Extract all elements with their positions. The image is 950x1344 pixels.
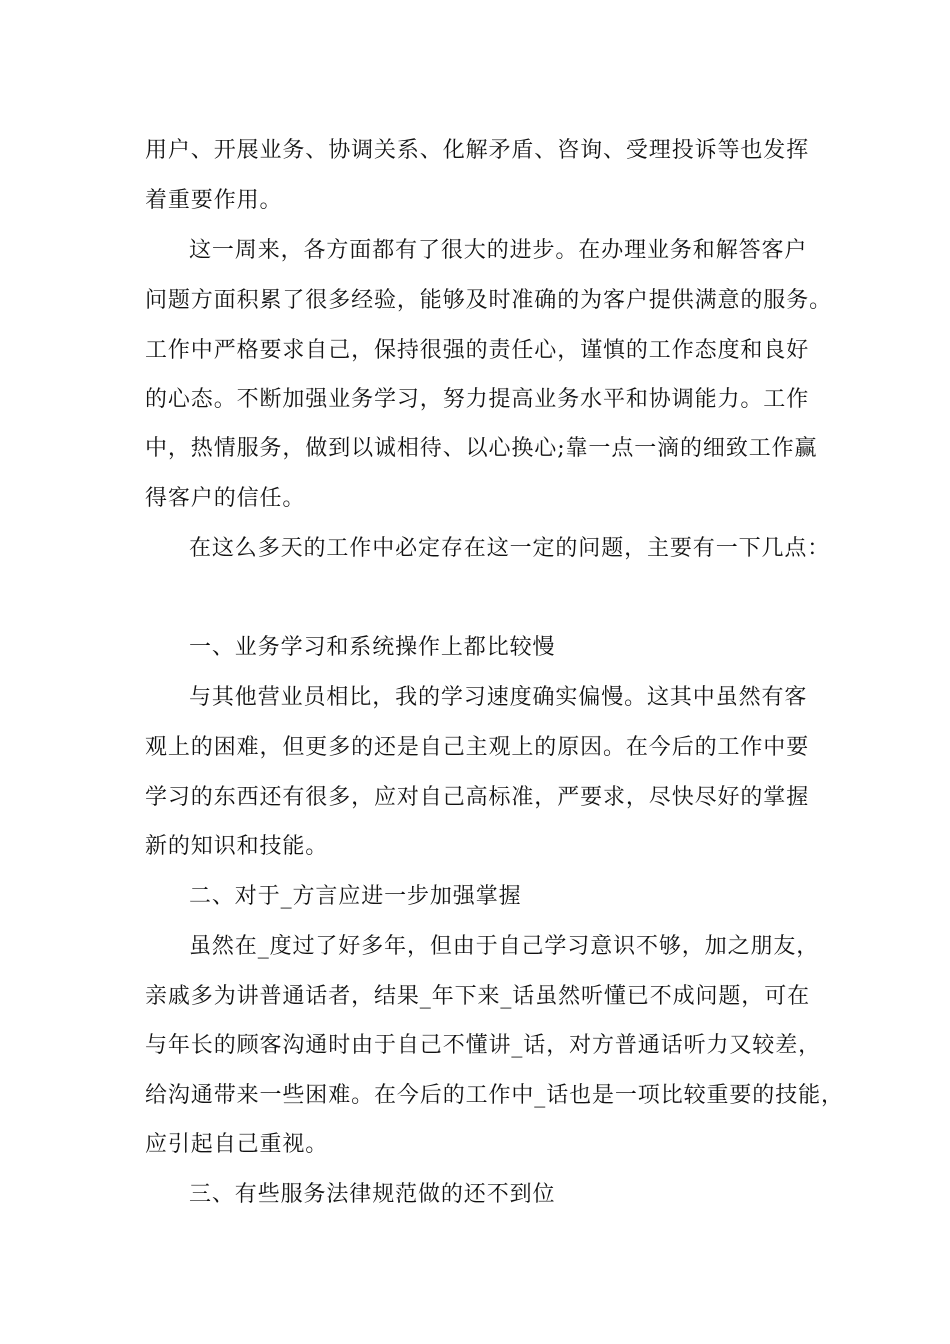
paragraph-line-8: 得客户的信任。 — [145, 486, 306, 511]
paragraph-line-9: 在这么多天的工作中必定存在这一定的问题，主要有一下几点： — [189, 536, 831, 561]
paragraph-line-1: 用户、开展业务、协调关系、化解矛盾、咨询、受理投诉等也发挥 — [145, 138, 810, 163]
paragraph-line-10: 与其他营业员相比，我的学习速度确实偏慢。这其中虽然有客 — [189, 685, 808, 710]
paragraph-line-15: 亲戚多为讲普通话者，结果_年下来_话虽然听懂已不成问题，可在 — [145, 984, 811, 1009]
paragraph-line-5: 工作中严格要求自己，保持很强的责任心，谨慎的工作态度和良好 — [145, 338, 810, 363]
paragraph-line-3: 这一周来，各方面都有了很大的进步。在办理业务和解答客户 — [189, 238, 808, 263]
paragraph-line-16: 与年长的顾客沟通时由于自己不懂讲_话，对方普通话听力又较差， — [145, 1033, 822, 1058]
paragraph-line-2: 着重要作用。 — [145, 188, 283, 213]
paragraph-line-18: 应引起自己重视。 — [145, 1132, 329, 1157]
paragraph-line-4: 问题方面积累了很多经验，能够及时准确的为客户提供满意的服务。 — [145, 288, 833, 313]
paragraph-line-11: 观上的困难，但更多的还是自己主观上的原因。在今后的工作中要 — [145, 735, 810, 760]
section-heading-3: 三、有些服务法律规范做的还不到位 — [189, 1182, 556, 1207]
paragraph-line-14: 虽然在_度过了好多年，但由于自己学习意识不够，加之朋友， — [189, 934, 820, 959]
paragraph-line-12: 学习的东西还有很多，应对自己高标准，严要求，尽快尽好的掌握 — [145, 785, 810, 810]
section-heading-2: 二、对于_方言应进一步加强掌握 — [189, 884, 522, 909]
paragraph-line-13: 新的知识和技能。 — [145, 834, 329, 859]
paragraph-line-6: 的心态。不断加强业务学习，努力提高业务水平和协调能力。工作 — [145, 387, 810, 412]
paragraph-line-7: 中，热情服务，做到以诚相待、以心换心;靠一点一滴的细致工作赢 — [145, 436, 818, 461]
section-heading-1: 一、业务学习和系统操作上都比较慢 — [189, 635, 556, 660]
paragraph-line-17: 给沟通带来一些困难。在今后的工作中_话也是一项比较重要的技能， — [145, 1083, 844, 1108]
